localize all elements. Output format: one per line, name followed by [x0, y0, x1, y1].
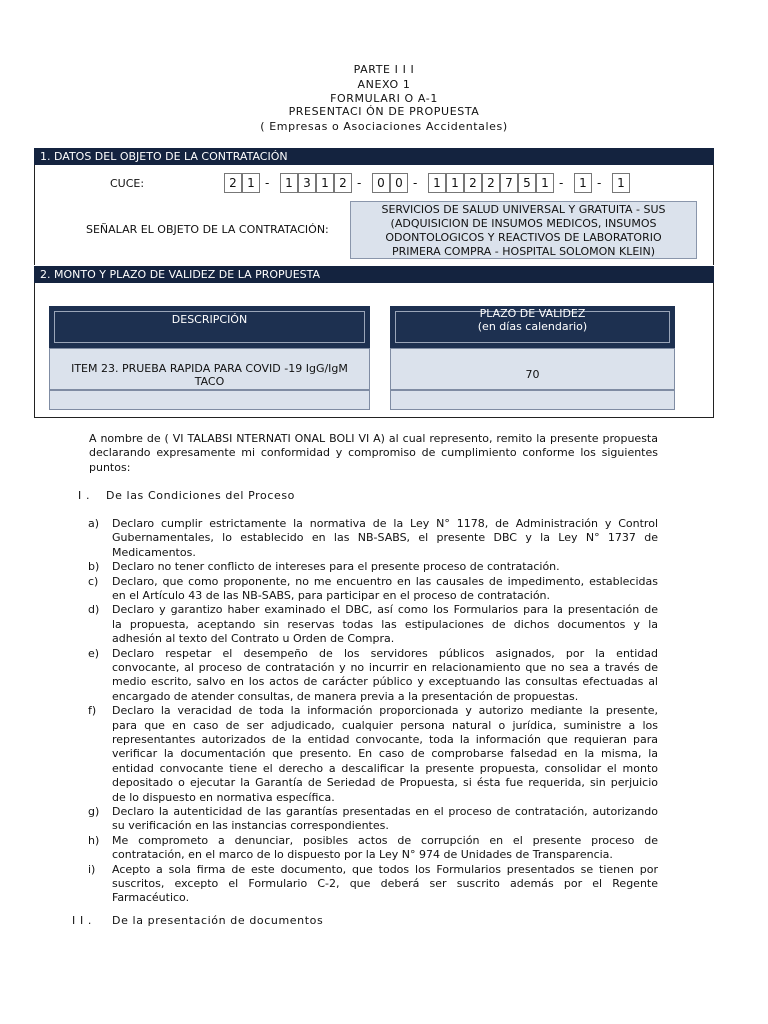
descripcion-empty-cell: [49, 390, 370, 410]
declaration-key: f): [88, 704, 97, 718]
declaration-text: [112, 560, 658, 574]
declaration-key: c): [88, 574, 99, 588]
plazo-header-line1: PLAZO DE VALIDEZ: [479, 307, 586, 320]
section-i-title: De las Condiciones del Proceso: [106, 489, 296, 502]
declaration-line: adhesión al texto del Contrato u Orden de Compra.: [112, 632, 395, 646]
declaration-line: Declaro cumplir estrictamente la normativa de la Ley N° 1178, de Administración y Control: [112, 517, 658, 530]
cuce-label: CUCE:: [110, 177, 145, 190]
declaration-line: Declaro no tener conflicto de intereses para el presente proceso de contratación.: [112, 560, 560, 574]
declaration-text: [112, 517, 658, 560]
declaration-line: medio escrito, salvo en los actos de carácter público y exceptuando las consultas efectuadas al: [112, 675, 658, 689]
cuce-separator: -: [357, 176, 362, 190]
declaration-key: a): [88, 517, 100, 530]
declaration-line: Declaro la veracidad de toda la información proporcionada y autorizo mediante la presente,: [112, 704, 658, 718]
declaration-line: Gubernamentales, lo establecido en las NB-SABS, el presente DBC y la Ley N° 1737 de: [112, 531, 658, 545]
cuce-digit: 1: [612, 173, 630, 193]
declaration-line: Declaro la autenticidad de las garantías presentadas en el proceso de contratación, autorizando: [112, 805, 658, 818]
section-2-title: 2. MONTO Y PLAZO DE VALIDEZ DE LA PROPUESTA: [34, 266, 714, 283]
declaration-key: d): [88, 603, 100, 617]
cuce-separator: -: [413, 176, 418, 190]
cuce-digit: 1: [536, 173, 554, 193]
declaration-line: representantes autorizados de la entidad convocante, toda la información que requieran para: [112, 733, 658, 746]
plazo-cell: 70: [390, 348, 675, 390]
declaration-line: en el Artículo 43 de las NB-SABS, para participar en el proceso de contratación.: [112, 589, 551, 602]
declaration-line: convocante, al proceso de contratación y no incurrir en relacionamiento que no sea a través de: [112, 661, 658, 674]
cuce-digit: 7: [500, 173, 518, 193]
cuce-separator: -: [597, 176, 602, 190]
cuce-digit: 1: [428, 173, 446, 193]
cuce-digit: 1: [280, 173, 298, 193]
declaration-text: [112, 704, 658, 805]
objeto-line: ODONTOLOGICOS Y REACTIVOS DE LABORATORIO: [385, 231, 662, 244]
declaration-key: h): [88, 833, 100, 847]
cuce-digit: 2: [334, 173, 352, 193]
declaration-key: g): [88, 805, 100, 818]
descripcion-line2: TACO: [194, 375, 225, 388]
declaration-line: Me comprometo a denunciar, posibles actos de corrupción en el presente proceso de: [112, 833, 658, 847]
declaration-line: Declaro respetar el desempeño de los servidores públicos asignados, por la entidad: [112, 646, 658, 660]
section-1-title: 1. DATOS DEL OBJETO DE LA CONTRATACIÓN: [34, 148, 714, 165]
cuce-digit: 3: [298, 173, 316, 193]
plazo-header-line2: (en días calendario): [477, 320, 588, 333]
declaration-key: e): [88, 646, 100, 660]
declaration-text: [112, 603, 658, 646]
objeto-value-box: [350, 201, 697, 259]
declaration-text: [112, 805, 658, 834]
cuce-digit: 2: [224, 173, 242, 193]
intro-paragraph: A nombre de ( VI TALABSI NTERNATI ONAL BOLI VI A) al cual represento, remito la presente propuesta declarando expresamente mi conformidad y compromiso de cumplimiento conforme los siguientes puntos:: [89, 432, 658, 474]
declaration-line: verificar la documentación que presento. En caso de comprobarse falsedad en la misma, la: [112, 747, 658, 761]
declaration-text: [112, 863, 658, 906]
declaration-line: Acepto a sola firma de este documento, que todos los Formularios presentados se tienen por: [112, 862, 658, 876]
declaration-line: depositado o ejecutar la Garantía de Seriedad de Propuesta, si ésta fue requerida, sin perjuicio: [112, 776, 658, 790]
objeto-line: SERVICIOS DE SALUD UNIVERSAL Y GRATUITA - SUS: [381, 203, 666, 216]
header-line-3: FORMULARI O A-1: [330, 92, 438, 105]
header-line-5: ( Empresas o Asociaciones Accidentales): [260, 120, 508, 133]
declaration-line: contratación, en el marco de lo dispuesto por la Ley N° 974 de Unidades de Transparencia.: [112, 848, 613, 862]
cuce-digit: 0: [372, 173, 390, 193]
objeto-line: (ADQUISICION DE INSUMOS MEDICOS, INSUMOS: [390, 217, 657, 230]
declaration-text: [112, 834, 658, 863]
declaration-line: Declaro y garantizo haber examinado el DBC, así como los Formularios para la presentación de: [112, 603, 658, 617]
cuce-digit: 2: [464, 173, 482, 193]
descripcion-cell: [49, 348, 370, 390]
cuce-digit: 1: [242, 173, 260, 193]
declaration-line: Farmacéutico.: [112, 891, 190, 905]
declaration-line: Medicamentos.: [112, 545, 196, 559]
cuce-separator: -: [559, 176, 564, 190]
declaration-line: de lo dispuesto en normativa específica.: [112, 790, 335, 804]
header-line-4: PRESENTACI ÓN DE PROPUESTA: [288, 105, 480, 118]
declaration-line: Declaro, que como proponente, no me encuentro en las causales de impedimento, establecidas: [112, 574, 658, 588]
section-ii-number: I I .: [72, 914, 92, 927]
declaration-text: [112, 575, 658, 604]
objeto-label: SEÑALAR EL OBJETO DE LA CONTRATACIÓN:: [86, 223, 329, 236]
cuce-digit: 0: [390, 173, 408, 193]
descripcion-header: [49, 306, 370, 348]
cuce-digit: 1: [574, 173, 592, 193]
cuce-digit: 5: [518, 173, 536, 193]
cuce-separator: -: [265, 176, 270, 190]
cuce-digit: 2: [482, 173, 500, 193]
declaration-key: i): [88, 862, 96, 876]
declaration-line: encargado de atender consultas, de manera previa a la presentación de propuestas.: [112, 689, 579, 703]
objeto-line: PRIMERA COMPRA - HOSPITAL SOLOMON KLEIN): [391, 245, 656, 258]
declaration-line: la propuesta, aceptando sin reservas todas las estipulaciones de dichos documentos y la: [112, 617, 658, 631]
declaration-line: para que en caso de ser adjudicado, cualquier persona natural o jurídica, suministre a los: [112, 718, 658, 732]
descripcion-header-label: DESCRIPCIÓN: [171, 313, 248, 326]
declaration-key: b): [88, 560, 100, 574]
header-line-2: ANEXO 1: [357, 78, 411, 91]
cuce-digit: 1: [446, 173, 464, 193]
declaration-text: [112, 647, 658, 705]
plazo-empty-cell: [390, 390, 675, 410]
section-ii-title: De la presentación de documentos: [112, 914, 324, 927]
section-i-number: I .: [78, 489, 91, 502]
plazo-header: [390, 306, 675, 348]
header-line-1: PARTE I I I: [353, 63, 415, 76]
declaration-line: suscritos, excepto el Formulario C-2, que deberá ser suscrito además por el Regente: [112, 877, 658, 890]
cuce-digit: 1: [316, 173, 334, 193]
declaration-line: su verificación en las instancias correspondientes.: [112, 819, 389, 833]
descripcion-line1: ITEM 23. PRUEBA RAPIDA PARA COVID -19 IgG/IgM: [71, 362, 348, 375]
declaration-line: entidad convocante tiene el derecho a descalificar la presente propuesta, consolidar el monto: [112, 761, 658, 775]
